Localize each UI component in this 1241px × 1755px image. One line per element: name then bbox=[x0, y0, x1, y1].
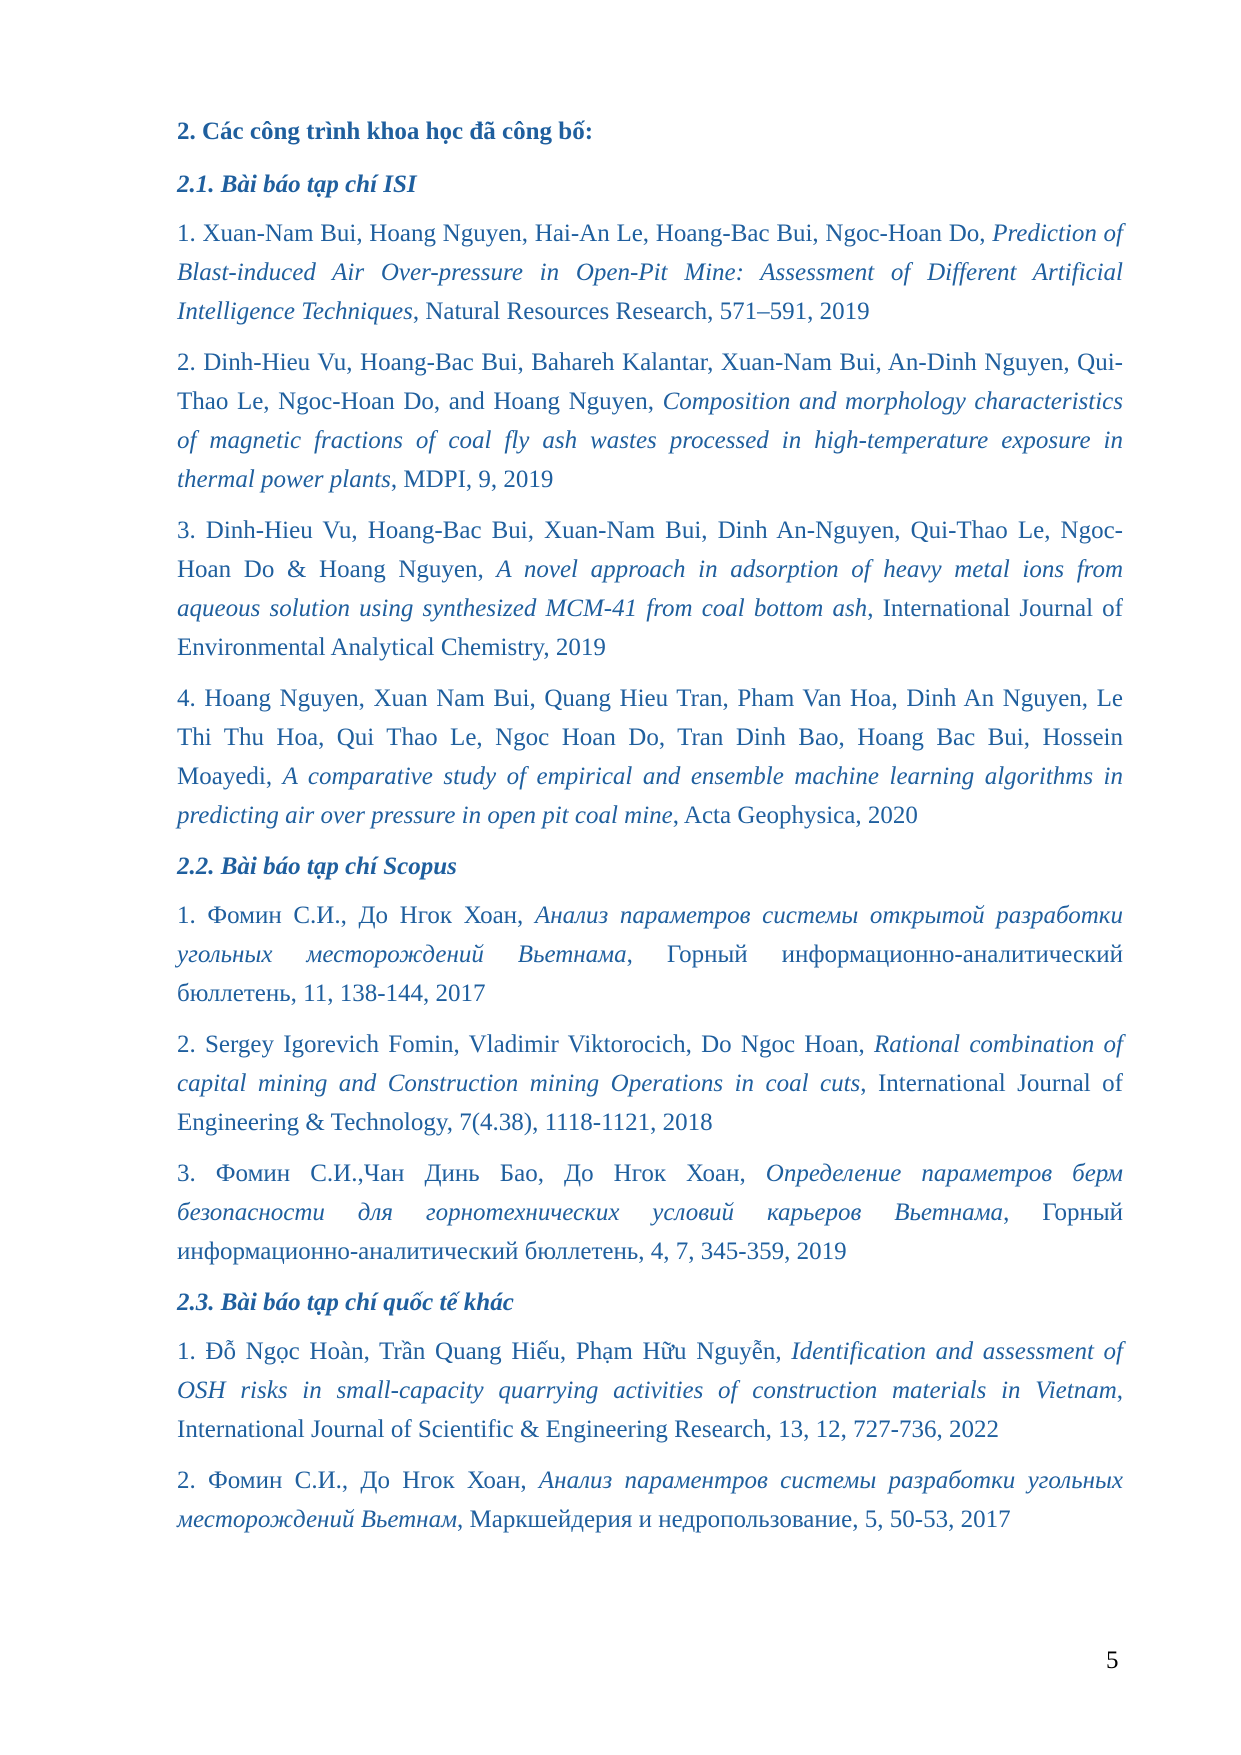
ref-authors: 1. Xuan-Nam Bui, Hoang Nguyen, Hai-An Le, Hoang-Bac Bui, Ngoc-Hoan Do, bbox=[177, 220, 993, 247]
ref-title: A comparative study of empirical and ensemble machine learning algorithms in predicting air over pressure in open pit coal mine bbox=[177, 763, 1123, 829]
ref-authors: 2. Dinh-Hieu Vu, Hoang-Bac Bui, Bahareh Kalantar, Xuan-Nam Bui, An-Dinh Nguyen, Qui-Thao Le, Ngoc-Hoan Do, and Hoang Nguyen, bbox=[177, 349, 1123, 415]
page-number: 5 bbox=[1106, 1647, 1119, 1674]
reference-item bbox=[177, 1154, 1123, 1271]
reference-item bbox=[177, 679, 1123, 835]
reference-item bbox=[177, 1025, 1123, 1142]
ref-venue: , International Journal of Environmental Analytical Chemistry, 2019 bbox=[177, 595, 1123, 661]
ref-authors: 2. Фомин С.И., До Нгок Хоан, bbox=[177, 1467, 539, 1494]
ref-venue: , International Journal of Engineering & Technology, 7(4.38), 1118-1121, 2018 bbox=[177, 1070, 1123, 1136]
ref-title: Определение параметров берм безопасности для горнотехнических условий карьеров Вьетнама bbox=[177, 1160, 1123, 1226]
section-heading: 2. Các công trình khoa học đã công bố: bbox=[177, 118, 594, 145]
ref-authors: 1. Đỗ Ngọc Hoàn, Trần Quang Hiếu, Phạm Hữu Nguyễn, bbox=[177, 1338, 792, 1365]
ref-venue: , Горный информационно-аналитический бюллетень, 4, 7, 345-359, 2019 bbox=[177, 1199, 1124, 1265]
ref-venue: , Маркшейдерия и недропользование, 5, 50-53, 2017 bbox=[457, 1506, 1011, 1533]
ref-title: Prediction of Blast-induced Air Over-pressure in Open-Pit Mine: Assessment of Different Artificial Intelligence Techniques bbox=[177, 220, 1123, 325]
ref-authors: 2. Sergey Igorevich Fomin, Vladimir Viktorocich, Do Ngoc Hoan, bbox=[177, 1031, 874, 1058]
ref-venue: , Natural Resources Research, 571–591, 2019 bbox=[412, 298, 870, 325]
ref-venue: , Горный информационно-аналитический бюллетень, 11, 138-144, 2017 bbox=[177, 941, 1123, 1007]
ref-authors: 3. Dinh-Hieu Vu, Hoang-Bac Bui, Xuan-Nam Bui, Dinh An-Nguyen, Qui-Thao Le, Ngoc-Hoan Do & Hoang Nguyen, bbox=[177, 517, 1123, 583]
ref-title: Rational combination of capital mining and Construction mining Operations in coal cuts bbox=[177, 1031, 1124, 1097]
subsection-heading-scopus: 2.2. Bài báo tạp chí Scopus bbox=[177, 853, 457, 880]
ref-title: Анализ параментров системы разработки угольных месторождений Вьетнам bbox=[177, 1467, 1124, 1533]
reference-item bbox=[177, 214, 1123, 331]
ref-authors: 3. Фомин С.И.,Чан Динь Бао, До Нгок Хоан, bbox=[177, 1160, 766, 1187]
ref-authors: 1. Фомин С.И., До Нгок Хоан, bbox=[177, 902, 535, 929]
reference-item bbox=[177, 1332, 1123, 1449]
ref-title: Анализ параметров системы открытой разработки угольных месторождений Вьетнама bbox=[177, 902, 1124, 968]
subsection-heading-international: 2.3. Bài báo tạp chí quốc tế khác bbox=[177, 1289, 514, 1316]
reference-item bbox=[177, 511, 1123, 667]
ref-venue: , International Journal of Scientific & Engineering Research, 13, 12, 727-736, 2022 bbox=[177, 1377, 1123, 1443]
ref-venue: , MDPI, 9, 2019 bbox=[390, 466, 554, 493]
ref-venue: , Acta Geophysica, 2020 bbox=[672, 802, 918, 829]
ref-title: A novel approach in adsorption of heavy metal ions from aqueous solution using synthesized MCM-41 from coal bottom ash bbox=[177, 556, 1124, 622]
reference-item bbox=[177, 896, 1123, 1013]
reference-item bbox=[177, 1461, 1123, 1539]
reference-item bbox=[177, 343, 1123, 499]
subsection-heading-isi: 2.1. Bài báo tạp chí ISI bbox=[177, 171, 417, 198]
ref-title: Composition and morphology characteristics of magnetic fractions of coal fly ash wastes processed in high-temperature exposure in thermal power plants bbox=[177, 388, 1123, 493]
ref-title: Identification and assessment of OSH risks in small-capacity quarrying activities of construction materials in Vietnam bbox=[177, 1338, 1123, 1404]
document-body bbox=[177, 112, 1123, 1551]
ref-authors: 4. Hoang Nguyen, Xuan Nam Bui, Quang Hieu Tran, Pham Van Hoa, Dinh An Nguyen, Le Thi Thu Hoa, Qui Thao Le, Ngoc Hoan Do, Tran Dinh Bao, Hoang Bac Bui, Hossein Moayedi, bbox=[177, 685, 1123, 790]
